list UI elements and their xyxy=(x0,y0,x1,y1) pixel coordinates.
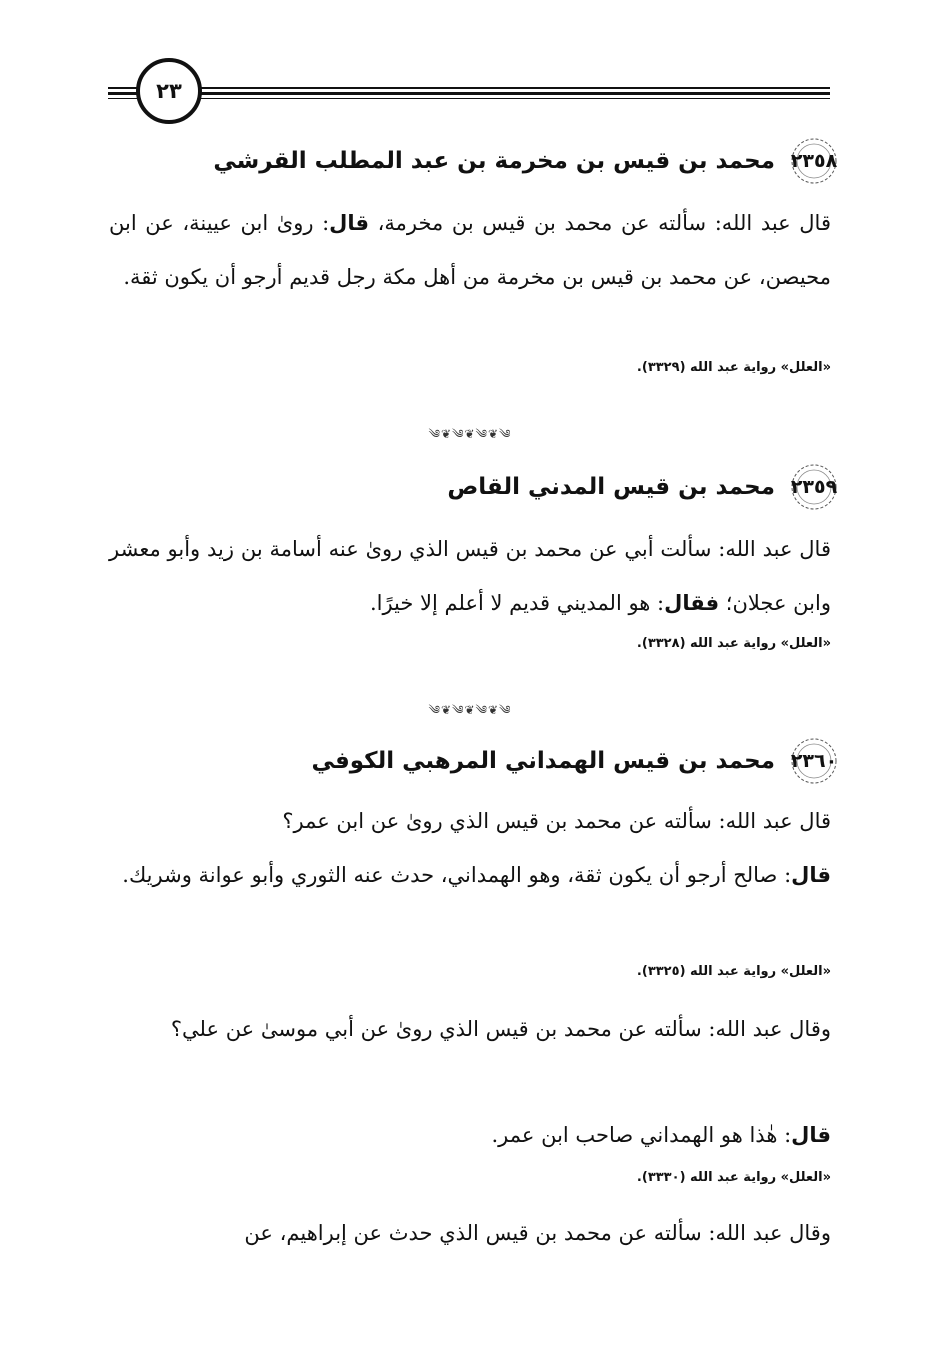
speaker-label: قال xyxy=(329,211,370,235)
header-rule xyxy=(108,98,830,99)
entry-title: محمد بن قيس المدني القاص xyxy=(447,474,775,500)
entry-question: وقال عبد الله: سألته عن محمد بن قيس الذي رویٰ عن أبي موسیٰ عن علي؟ xyxy=(170,1017,831,1041)
entry-answer: قال: صالح أرجو أن يكون ثقة، وهو الهمداني، حدث عنه الثوري وأبو عوانة وشريك. xyxy=(122,863,831,887)
entry-answer: قال: هٰذا هو الهمداني صاحب ابن عمر. xyxy=(491,1123,831,1147)
entry-number-badge: ٢٣٦٠ xyxy=(789,736,839,786)
citation: «العلل» رواية عبد الله (٣٣٢٩). xyxy=(636,360,831,375)
entry-number-badge: ٢٣٥٨ xyxy=(789,136,839,186)
citation: «العلل» رواية عبد الله (٣٣٢٨). xyxy=(636,636,831,651)
page-header xyxy=(108,74,830,108)
entry-heading xyxy=(99,462,839,512)
speaker-label: قال xyxy=(791,863,831,887)
entry-heading xyxy=(99,136,839,186)
header-rule xyxy=(108,92,830,95)
entry-text: قال عبد الله: سألته عن محمد بن قيس بن مخرمة، قال: رویٰ ابن عيينة، عن ابن محيصن، عن محمد بن قيس بن مخرمة من أهل مكة رجل قديم أرجو أن يكون ثقة. xyxy=(109,211,831,289)
entry-heading xyxy=(99,736,839,786)
entry-question: وقال عبد الله: سألته عن محمد بن قيس الذي حدث عن إبراهيم، عن xyxy=(244,1221,831,1245)
ornament-divider: ༄❦༄❦༄❦༄ xyxy=(428,427,512,441)
citation: «العلل» رواية عبد الله (٣٣٢٥). xyxy=(636,964,831,979)
entry-title: محمد بن قيس الهمداني المرهبي الكوفي xyxy=(311,748,775,774)
speaker-label: قال xyxy=(791,1123,831,1147)
entry-title: محمد بن قيس بن مخرمة بن عبد المطلب القرشي xyxy=(213,148,775,174)
speaker-label: فقال xyxy=(664,591,720,615)
page-number: ٢٣ xyxy=(136,58,202,124)
ornament-divider: ༄❦༄❦༄❦༄ xyxy=(428,703,512,717)
entry-question: قال عبد الله: سألته عن محمد بن قيس الذي رویٰ عن ابن عمر؟ xyxy=(282,809,831,833)
citation: «العلل» رواية عبد الله (٣٣٣٠). xyxy=(636,1170,831,1185)
entry-number-badge: ٢٣٥٩ xyxy=(789,462,839,512)
entry-text: قال عبد الله: سألت أبي عن محمد بن قيس الذي رویٰ عنه أسامة بن زيد وأبو معشر وابن عجلان؛ فقال: هو المديني قديم لا أعلم إلا خيرًا. xyxy=(109,537,831,615)
header-rule xyxy=(108,87,830,89)
